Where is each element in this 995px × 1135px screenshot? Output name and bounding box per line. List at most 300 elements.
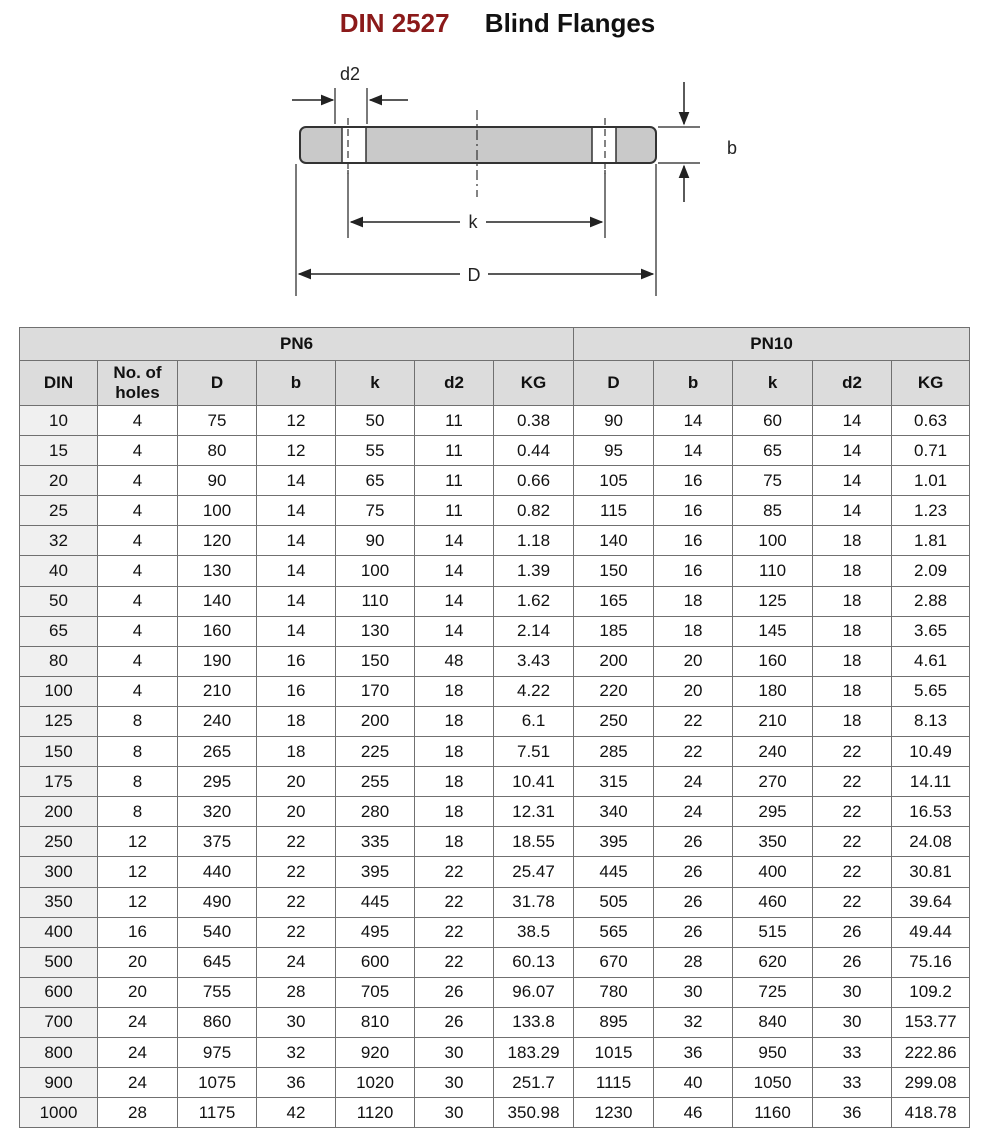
table-cell: 14: [813, 466, 892, 496]
table-cell: 250: [574, 706, 654, 736]
table-cell: 110: [733, 556, 813, 586]
table-cell: 22: [813, 797, 892, 827]
table-row: [20, 646, 970, 676]
table-cell: 725: [733, 977, 813, 1007]
table-row: [20, 406, 970, 436]
table-cell: 22: [813, 737, 892, 767]
table-cell: 240: [178, 706, 257, 736]
table-cell: 24: [98, 1068, 178, 1098]
table-cell: 200: [336, 706, 415, 736]
din-cell: 125: [20, 706, 98, 736]
table-cell: 3.43: [494, 646, 574, 676]
group-header-pn6: PN6: [20, 328, 574, 361]
column-header: No. of holes: [98, 361, 178, 406]
table-cell: 33: [813, 1068, 892, 1098]
column-header: k: [733, 361, 813, 406]
table-cell: 28: [98, 1098, 178, 1128]
table-row: [20, 767, 970, 797]
table-cell: 418.78: [892, 1098, 970, 1128]
table-cell: 22: [257, 857, 336, 887]
table-cell: 130: [178, 556, 257, 586]
table-cell: 495: [336, 917, 415, 947]
table-cell: 11: [415, 496, 494, 526]
table-cell: 460: [733, 887, 813, 917]
table-cell: 48: [415, 646, 494, 676]
table-cell: 110: [336, 586, 415, 616]
table-cell: 2.14: [494, 616, 574, 646]
table-cell: 10.49: [892, 737, 970, 767]
table-cell: 18: [257, 706, 336, 736]
table-cell: 12: [98, 827, 178, 857]
table-cell: 860: [178, 1007, 257, 1037]
table-cell: 222.86: [892, 1037, 970, 1067]
table-cell: 240: [733, 737, 813, 767]
table-cell: 645: [178, 947, 257, 977]
table-cell: 145: [733, 616, 813, 646]
table-cell: 670: [574, 947, 654, 977]
din-cell: 900: [20, 1068, 98, 1098]
table-cell: 18: [813, 586, 892, 616]
table-cell: 80: [178, 436, 257, 466]
table-cell: 12: [98, 887, 178, 917]
table-cell: 32: [654, 1007, 733, 1037]
table-cell: 400: [733, 857, 813, 887]
table-cell: 780: [574, 977, 654, 1007]
table-row: [20, 917, 970, 947]
table-cell: 42: [257, 1098, 336, 1128]
table-cell: 1230: [574, 1098, 654, 1128]
din-cell: 400: [20, 917, 98, 947]
table-cell: 22: [415, 857, 494, 887]
table-cell: 22: [257, 827, 336, 857]
table-cell: 2.88: [892, 586, 970, 616]
table-cell: 26: [415, 1007, 494, 1037]
table-cell: 22: [813, 887, 892, 917]
table-cell: 28: [257, 977, 336, 1007]
table-cell: 16: [257, 646, 336, 676]
table-row: [20, 857, 970, 887]
table-cell: 18: [415, 827, 494, 857]
table-cell: 14: [654, 436, 733, 466]
table-cell: 12: [257, 406, 336, 436]
table-cell: 22: [415, 887, 494, 917]
table-row: [20, 977, 970, 1007]
table-cell: 4: [98, 496, 178, 526]
table-cell: 96.07: [494, 977, 574, 1007]
table-cell: 100: [178, 496, 257, 526]
table-cell: 4.61: [892, 646, 970, 676]
table-row: [20, 1037, 970, 1067]
table-cell: 140: [178, 586, 257, 616]
table-cell: 36: [257, 1068, 336, 1098]
table-cell: 20: [98, 977, 178, 1007]
table-cell: 1.23: [892, 496, 970, 526]
table-cell: 14: [813, 496, 892, 526]
table-cell: 210: [733, 706, 813, 736]
table-cell: 1.39: [494, 556, 574, 586]
table-cell: 12: [257, 436, 336, 466]
table-cell: 1120: [336, 1098, 415, 1128]
table-cell: 395: [336, 857, 415, 887]
flange-type: Blind Flanges: [484, 8, 656, 38]
table-cell: 65: [336, 466, 415, 496]
din-cell: 350: [20, 887, 98, 917]
table-row: [20, 496, 970, 526]
column-header: D: [574, 361, 654, 406]
table-cell: 109.2: [892, 977, 970, 1007]
table-cell: 26: [813, 917, 892, 947]
table-row: [20, 1068, 970, 1098]
table-cell: 1075: [178, 1068, 257, 1098]
table-cell: 153.77: [892, 1007, 970, 1037]
table-cell: 14: [813, 436, 892, 466]
table-cell: 50: [336, 406, 415, 436]
din-cell: 300: [20, 857, 98, 887]
table-cell: 295: [178, 767, 257, 797]
din-cell: 25: [20, 496, 98, 526]
table-cell: 14: [257, 616, 336, 646]
table-cell: 36: [654, 1037, 733, 1067]
table-cell: 46: [654, 1098, 733, 1128]
group-header-pn10: PN10: [574, 328, 970, 361]
table-cell: 130: [336, 616, 415, 646]
table-cell: 20: [654, 646, 733, 676]
table-cell: 755: [178, 977, 257, 1007]
table-cell: 4: [98, 646, 178, 676]
table-cell: 210: [178, 676, 257, 706]
table-cell: 251.7: [494, 1068, 574, 1098]
table-row: [20, 586, 970, 616]
din-cell: 20: [20, 466, 98, 496]
table-cell: 7.51: [494, 737, 574, 767]
table-cell: 150: [336, 646, 415, 676]
table-cell: 11: [415, 466, 494, 496]
table-cell: 3.65: [892, 616, 970, 646]
din-cell: 800: [20, 1037, 98, 1067]
table-cell: 18: [813, 556, 892, 586]
table-cell: 30: [415, 1098, 494, 1128]
table-cell: 105: [574, 466, 654, 496]
table-cell: 22: [654, 706, 733, 736]
flange-drawing: [270, 52, 750, 307]
table-cell: 16: [654, 466, 733, 496]
table-cell: 18: [813, 646, 892, 676]
table-cell: 445: [574, 857, 654, 887]
table-cell: 22: [415, 917, 494, 947]
table-cell: 75: [733, 466, 813, 496]
table-cell: 0.63: [892, 406, 970, 436]
table-cell: 20: [654, 676, 733, 706]
table-cell: 4: [98, 586, 178, 616]
table-cell: 60.13: [494, 947, 574, 977]
table-cell: 22: [813, 767, 892, 797]
table-cell: 490: [178, 887, 257, 917]
table-cell: 220: [574, 676, 654, 706]
table-cell: 26: [654, 857, 733, 887]
label-d2: d2: [339, 64, 361, 84]
bolt-hole-right: [592, 128, 616, 162]
standard-number: DIN 2527: [339, 8, 450, 38]
table-cell: 1160: [733, 1098, 813, 1128]
table-row: [20, 466, 970, 496]
table-cell: 299.08: [892, 1068, 970, 1098]
table-cell: 165: [574, 586, 654, 616]
table-row: [20, 1007, 970, 1037]
table-cell: 125: [733, 586, 813, 616]
table-cell: 600: [336, 947, 415, 977]
table-cell: 0.44: [494, 436, 574, 466]
table-cell: 505: [574, 887, 654, 917]
table-cell: 16: [654, 526, 733, 556]
table-cell: 4: [98, 556, 178, 586]
page-title: [0, 8, 995, 39]
din-cell: 700: [20, 1007, 98, 1037]
din-cell: 50: [20, 586, 98, 616]
table-cell: 25.47: [494, 857, 574, 887]
table-cell: 39.64: [892, 887, 970, 917]
table-cell: 22: [813, 827, 892, 857]
table-cell: 8: [98, 797, 178, 827]
table-cell: 31.78: [494, 887, 574, 917]
table-cell: 150: [574, 556, 654, 586]
table-cell: 24: [98, 1037, 178, 1067]
table-cell: 18: [813, 676, 892, 706]
table-cell: 295: [733, 797, 813, 827]
table-cell: 335: [336, 827, 415, 857]
din-cell: 175: [20, 767, 98, 797]
table-cell: 1115: [574, 1068, 654, 1098]
table-cell: 24: [257, 947, 336, 977]
table-cell: 285: [574, 737, 654, 767]
table-cell: 270: [733, 767, 813, 797]
label-D: D: [467, 265, 481, 285]
table-cell: 75: [336, 496, 415, 526]
table-cell: 40: [654, 1068, 733, 1098]
column-header: d2: [813, 361, 892, 406]
table-cell: 0.82: [494, 496, 574, 526]
table-cell: 1015: [574, 1037, 654, 1067]
table-cell: 920: [336, 1037, 415, 1067]
table-cell: 14: [257, 556, 336, 586]
table-cell: 320: [178, 797, 257, 827]
table-cell: 4.22: [494, 676, 574, 706]
table-cell: 22: [415, 947, 494, 977]
table-cell: 11: [415, 406, 494, 436]
din-cell: 200: [20, 797, 98, 827]
table-cell: 265: [178, 737, 257, 767]
table-cell: 30: [415, 1068, 494, 1098]
table-cell: 20: [257, 797, 336, 827]
table-cell: 4: [98, 676, 178, 706]
table-row: [20, 827, 970, 857]
table-cell: 18.55: [494, 827, 574, 857]
table-cell: 280: [336, 797, 415, 827]
table-cell: 350: [733, 827, 813, 857]
table-cell: 22: [654, 737, 733, 767]
table-cell: 16: [257, 676, 336, 706]
table-row: [20, 887, 970, 917]
table-cell: 0.71: [892, 436, 970, 466]
table-cell: 75: [178, 406, 257, 436]
table-cell: 840: [733, 1007, 813, 1037]
table-cell: 18: [654, 586, 733, 616]
table-cell: 350.98: [494, 1098, 574, 1128]
table-cell: 24: [654, 797, 733, 827]
table-cell: 895: [574, 1007, 654, 1037]
table-cell: 565: [574, 917, 654, 947]
table-cell: 18: [813, 616, 892, 646]
column-header: D: [178, 361, 257, 406]
table-cell: 18: [415, 737, 494, 767]
table-cell: 26: [813, 947, 892, 977]
table-cell: 160: [733, 646, 813, 676]
table-row: [20, 436, 970, 466]
table-row: [20, 526, 970, 556]
din-cell: 32: [20, 526, 98, 556]
din-cell: 150: [20, 737, 98, 767]
flange-spec-table: [19, 327, 970, 1128]
table-cell: 18: [257, 737, 336, 767]
table-cell: 30: [813, 1007, 892, 1037]
table-cell: 8: [98, 737, 178, 767]
table-cell: 14: [257, 526, 336, 556]
table-cell: 6.1: [494, 706, 574, 736]
table-cell: 90: [336, 526, 415, 556]
table-cell: 185: [574, 616, 654, 646]
din-cell: 100: [20, 676, 98, 706]
table-cell: 950: [733, 1037, 813, 1067]
table-cell: 4: [98, 466, 178, 496]
table-cell: 340: [574, 797, 654, 827]
table-cell: 160: [178, 616, 257, 646]
table-cell: 375: [178, 827, 257, 857]
table-row: [20, 1098, 970, 1128]
table-cell: 18: [813, 706, 892, 736]
din-cell: 40: [20, 556, 98, 586]
table-cell: 515: [733, 917, 813, 947]
table-cell: 8.13: [892, 706, 970, 736]
table-cell: 225: [336, 737, 415, 767]
table-cell: 30: [654, 977, 733, 1007]
table-cell: 85: [733, 496, 813, 526]
column-header: KG: [892, 361, 970, 406]
table-cell: 1.62: [494, 586, 574, 616]
table-row: [20, 947, 970, 977]
table-cell: 55: [336, 436, 415, 466]
table-cell: 200: [574, 646, 654, 676]
table-cell: 14: [813, 406, 892, 436]
table-row: [20, 616, 970, 646]
table-cell: 4: [98, 616, 178, 646]
table-cell: 540: [178, 917, 257, 947]
table-cell: 14: [415, 526, 494, 556]
table-cell: 1020: [336, 1068, 415, 1098]
table-row: [20, 737, 970, 767]
table-cell: 30: [415, 1037, 494, 1067]
table-cell: 26: [654, 827, 733, 857]
table-cell: 8: [98, 706, 178, 736]
din-cell: 80: [20, 646, 98, 676]
table-cell: 12: [98, 857, 178, 887]
table-cell: 26: [415, 977, 494, 1007]
column-header: b: [654, 361, 733, 406]
table-row: [20, 797, 970, 827]
table-cell: 1175: [178, 1098, 257, 1128]
table-cell: 0.66: [494, 466, 574, 496]
table-cell: 183.29: [494, 1037, 574, 1067]
table-cell: 190: [178, 646, 257, 676]
table-row: [20, 556, 970, 586]
table-cell: 95: [574, 436, 654, 466]
table-cell: 100: [336, 556, 415, 586]
bolt-hole-left: [342, 128, 366, 162]
table-cell: 620: [733, 947, 813, 977]
din-cell: 600: [20, 977, 98, 1007]
table-cell: 18: [415, 706, 494, 736]
table-cell: 24.08: [892, 827, 970, 857]
table-cell: 14: [257, 586, 336, 616]
din-cell: 250: [20, 827, 98, 857]
table-cell: 2.09: [892, 556, 970, 586]
table-cell: 5.65: [892, 676, 970, 706]
table-cell: 16: [654, 556, 733, 586]
table-cell: 30: [257, 1007, 336, 1037]
table-cell: 22: [257, 917, 336, 947]
table-cell: 133.8: [494, 1007, 574, 1037]
table-cell: 0.38: [494, 406, 574, 436]
table-cell: 120: [178, 526, 257, 556]
table-cell: 705: [336, 977, 415, 1007]
table-cell: 440: [178, 857, 257, 887]
table-cell: 975: [178, 1037, 257, 1067]
table-cell: 18: [813, 526, 892, 556]
table-cell: 14: [257, 496, 336, 526]
table-cell: 38.5: [494, 917, 574, 947]
table-cell: 49.44: [892, 917, 970, 947]
din-cell: 15: [20, 436, 98, 466]
table-cell: 20: [257, 767, 336, 797]
table-cell: 14: [415, 556, 494, 586]
din-cell: 1000: [20, 1098, 98, 1128]
table-cell: 18: [415, 676, 494, 706]
din-cell: 500: [20, 947, 98, 977]
table-cell: 1.01: [892, 466, 970, 496]
table-cell: 810: [336, 1007, 415, 1037]
table-cell: 26: [654, 917, 733, 947]
column-header: d2: [415, 361, 494, 406]
column-header: KG: [494, 361, 574, 406]
table-cell: 11: [415, 436, 494, 466]
table-cell: 18: [415, 767, 494, 797]
column-header: k: [336, 361, 415, 406]
table-cell: 16: [654, 496, 733, 526]
label-b: b: [726, 138, 738, 158]
table-cell: 33: [813, 1037, 892, 1067]
table-cell: 18: [654, 616, 733, 646]
table-cell: 4: [98, 406, 178, 436]
table-cell: 445: [336, 887, 415, 917]
table-cell: 1.81: [892, 526, 970, 556]
table-cell: 14: [654, 406, 733, 436]
table-cell: 12.31: [494, 797, 574, 827]
table-cell: 170: [336, 676, 415, 706]
table-cell: 115: [574, 496, 654, 526]
table-cell: 22: [257, 887, 336, 917]
table-cell: 14: [415, 586, 494, 616]
column-header: b: [257, 361, 336, 406]
label-k: k: [468, 212, 478, 232]
table-cell: 14.11: [892, 767, 970, 797]
